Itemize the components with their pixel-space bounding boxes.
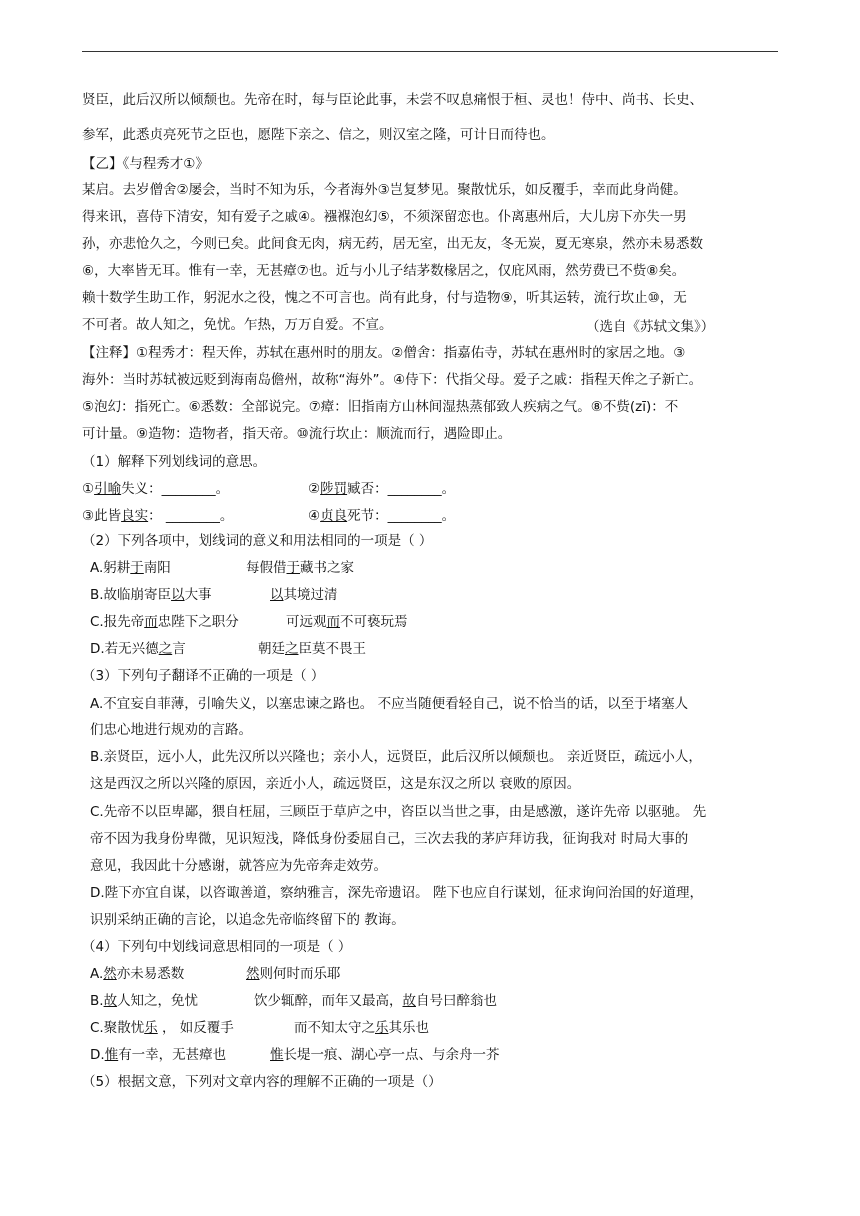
q3-line-4: 这是西汉之所以兴隆的原因，亲近小人，疏远贤臣，这是东汉之所以 衰败的原因。 (90, 776, 581, 792)
yi-title: 【乙】《与程秀才①》 (82, 156, 209, 172)
q4-option-b-right: 饮少辄醉，而年又最高，故自号曰醉翁也 (254, 993, 497, 1009)
q2-option-b: B.故临崩寄臣以大事 (90, 587, 212, 603)
yi-line-3: 孙，亦悲怆久之，今则已矣。此间食无肉，病无药，居无室，出无友，冬无炭，夏无寒泉，然亦未易悉数 (82, 236, 703, 252)
q4-option-a: A.然亦未易悉数 (90, 966, 185, 982)
q2-option-a: A.躬耕于南阳 (90, 560, 171, 576)
q1-item-2: ②陟罚臧否：________。 (308, 481, 456, 497)
q4-stem: （4）下列句中划线词意思相同的一项是（ ） (82, 939, 352, 955)
q2-option-c: C.报先帝而忠陛下之职分 (90, 614, 239, 630)
q3-line-7: 意见，我因此十分感谢，就答应为先帝奔走效劳。 (90, 858, 387, 874)
q2-stem: （2）下列各项中，划线词的意义和用法相同的一项是（ ） (82, 533, 433, 549)
q4-option-b: B.故人知之，免忧 (90, 993, 199, 1009)
yi-line-1: 某启。去岁僧舍②屡会，当时不知为乐，今者海外③岂复梦见。聚散忧乐，如反覆手，幸而此身尚健。 (82, 182, 687, 198)
q1-item-3: ③此皆良实： ________。 (82, 508, 234, 524)
yi-line-4: ⑥，大率皆无耳。惟有一幸，无甚瘴⑦也。近与小儿子结茅数椽居之，仅庇风雨，然劳费已不赀⑧矣。 (82, 263, 686, 279)
yi-line-5: 赖十数学生助工作，躬泥水之役，愧之不可言也。尚有此身，付与造物⑨，听其运转，流行坎止⑩，无 (82, 290, 687, 306)
q4-option-d-right: 惟长堤一痕、湖心亭一点、与余舟一芥 (270, 1047, 500, 1063)
q3-line-6: 帝不因为我身份卑微，见识短浅，降低身份委屈自己，三次去我的茅庐拜访我，征询我对 时局大事的 (90, 831, 689, 847)
q3-stem: （3）下列句子翻译不正确的一项是（ ） (82, 668, 325, 684)
notes-line-1: 【注释】①程秀才：程天侔，苏轼在惠州时的朋友。②僧舍：指嘉佑寺，苏轼在惠州时的家居之地。③ (82, 345, 686, 361)
yi-source: （选自《苏轼文集》） (586, 319, 715, 335)
q3-line-5: C.先帝不以臣卑鄙，猥自枉屈，三顾臣于草庐之中，咨臣以当世之事，由是感激，遂许先帝 以驱驰。 先 (90, 804, 707, 820)
notes-line-3: ⑤泡幻：指死亡。⑥悉数：全部说完。⑦瘴：旧指南方山林间湿热蒸郁致人疾病之气。⑧不赀(zī)：不 (82, 399, 679, 415)
q3-line-2: 们忠心地进行规劝的言路。 (90, 722, 252, 738)
header-rule (82, 51, 778, 52)
q4-option-c-right: 而不知太守之乐其乐也 (294, 1020, 429, 1036)
q4-option-a-right: 然则何时而乐耶 (246, 966, 341, 982)
q3-line-8: D.陛下亦宜自谋，以咨诹善道，察纳雅言，深先帝遗诏。 陛下也应自行谋划，征求询问治国的好道理， (90, 885, 703, 901)
q1-stem: （1）解释下列划线词的意思。 (82, 454, 267, 470)
notes-line-2: 海外：当时苏轼被远贬到海南岛儋州，故称“海外”。④侍下：代指父母。爱子之戚：指程天侔之子新亡。 (82, 372, 703, 388)
notes-line-4: 可计量。⑨造物：造物者，指天帝。⑩流行坎止：顺流而行，遇险即止。 (82, 426, 512, 442)
yi-line-2: 得来讯，喜侍下清安，知有爱子之戚④。襁褓泡幻⑤，不须深留恋也。仆离惠州后，大儿房下亦失一男 (82, 209, 687, 225)
yi-line-6: 不可者。故人知之，免忧。乍热，万万自爱。不宣。 (82, 317, 393, 333)
q2-option-b-right: 以其境过清 (270, 587, 338, 603)
jia-line-1: 贤臣，此后汉所以倾颓也。先帝在时，每与臣论此事，未尝不叹息痛恨于桓、灵也！侍中、尚书、长史、 (82, 92, 703, 108)
q1-item-1: ①引喻失义：________。 (82, 481, 230, 497)
q1-item-4: ④贞良死节：________。 (308, 508, 456, 524)
q2-option-d: D.若无兴德之言 (90, 641, 186, 657)
jia-line-2: 参军，此悉贞亮死节之臣也，愿陛下亲之、信之，则汉室之隆，可计日而待也。 (82, 127, 555, 143)
q2-option-a-right: 每假借于藏书之家 (246, 560, 354, 576)
q3-line-3: B.亲贤臣，远小人，此先汉所以兴隆也；亲小人，远贤臣，此后汉所以倾颓也。 亲近贤臣，疏远小人， (90, 749, 702, 765)
q2-option-c-right: 可远观而不可亵玩焉 (286, 614, 408, 630)
q4-option-c: C.聚散忧乐 ， 如反覆手 (90, 1020, 234, 1036)
q3-line-1: A.不宜妄自菲薄，引喻失义，以塞忠谏之路也。 不应当随便看轻自己，说不恰当的话，以至于堵塞人 (90, 696, 689, 712)
q2-option-d-right: 朝廷之臣莫不畏王 (258, 641, 366, 657)
q4-option-d: D.惟有一幸，无甚瘴也 (90, 1047, 227, 1063)
q5-stem: （5）根据文意，下列对文章内容的理解不正确的一项是（） (82, 1074, 442, 1090)
q3-line-9: 识别采纳正确的言论，以追念先帝临终留下的 教诲。 (90, 912, 405, 928)
